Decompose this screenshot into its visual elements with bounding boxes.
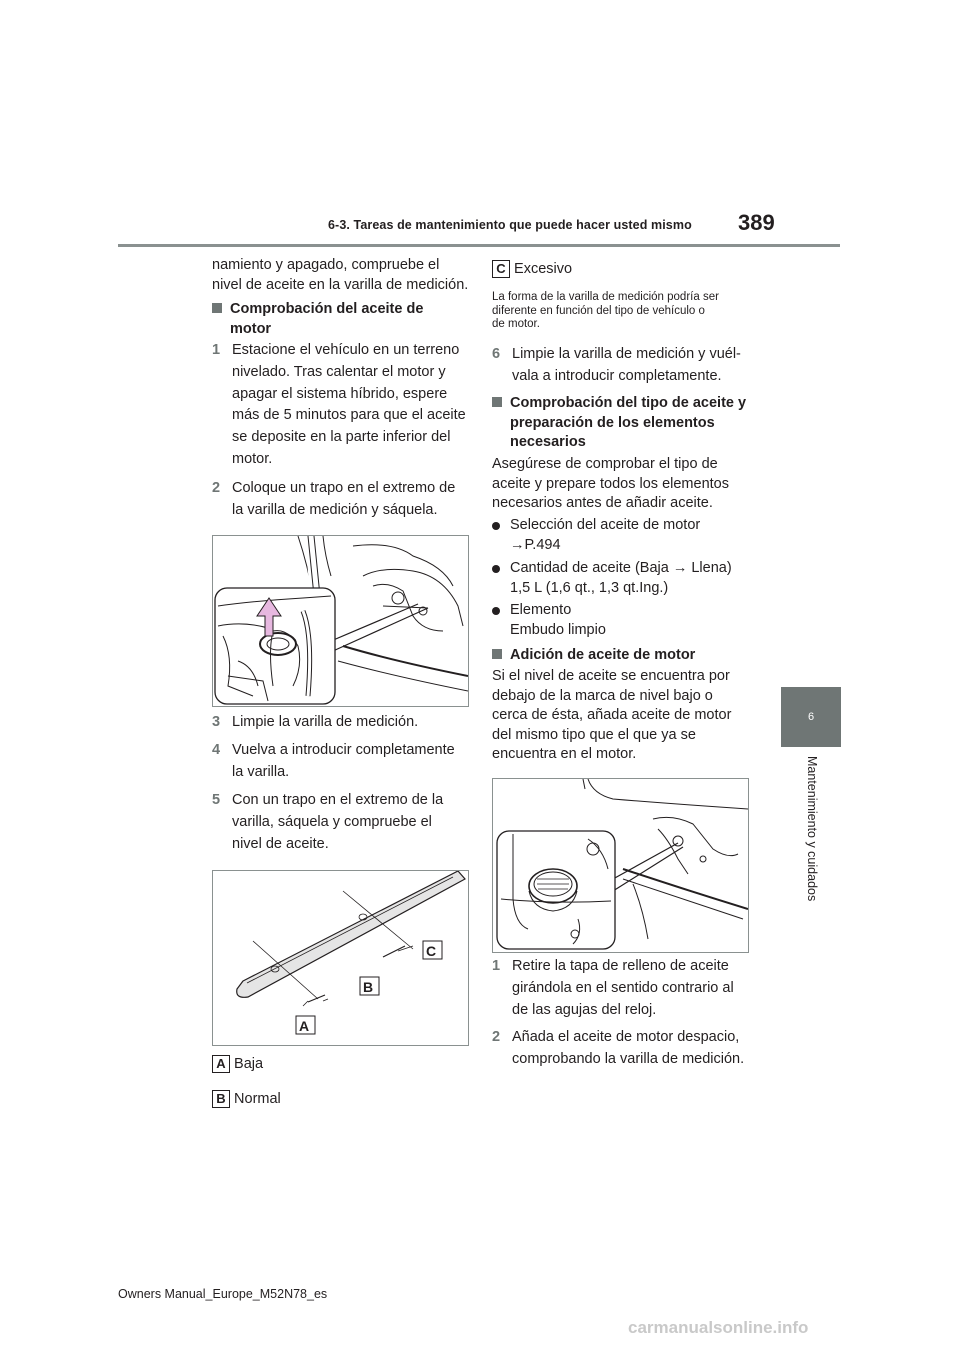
heading-line: Comprobación del aceite de [230, 301, 424, 317]
legend-text: Excesivo [514, 261, 573, 277]
bullet-icon [492, 607, 500, 615]
figure-dipstick-levels [212, 870, 469, 1046]
step-number: 5 [212, 792, 221, 808]
footer-manual-id: Owners Manual_Europe_M52N78_es [118, 1287, 328, 1301]
section-heading-check-oil [212, 300, 423, 339]
dipstick-label-c: C [426, 943, 437, 959]
step-c-2 [492, 1027, 757, 1073]
step-line: Retire la tapa de relleno de aceite [512, 958, 729, 974]
section-title: 6-3. Tareas de mantenimiento que puede hacer usted mismo [328, 218, 692, 232]
step-2 [212, 478, 472, 524]
step-number: 3 [212, 714, 221, 730]
section2-text [492, 455, 729, 514]
step-line: vala a introducir completamente. [512, 367, 722, 384]
section3-text [492, 667, 731, 765]
text-line: Si el nivel de aceite se encuentra por [492, 668, 730, 684]
chapter-title: Mantenimiento y cuidados [805, 756, 819, 902]
step-line: Estacione el vehículo en un terreno [232, 342, 460, 358]
section-square-icon [492, 397, 502, 407]
step-4 [212, 740, 472, 786]
step-number: 1 [212, 342, 221, 358]
text-line: del mismo tipo que el que ya se [492, 726, 696, 743]
step-number: 6 [492, 346, 501, 362]
watermark: carmanualsonline.info [628, 1318, 809, 1337]
bullet-line: Elemento [510, 602, 572, 618]
bullet-icon [492, 522, 500, 530]
oil-cap-illustration [493, 779, 748, 952]
step-c-1 [492, 956, 757, 1024]
page-number: 389 [738, 210, 775, 235]
dipstick-label-b: B [363, 979, 374, 995]
intro-line: namiento y apagado, compruebe el [212, 257, 440, 273]
bullet-oil-selection [492, 516, 757, 556]
step-line: girándola en el sentido contrario al [512, 979, 734, 996]
section-heading-oil-type [492, 394, 746, 453]
heading-line: motor [230, 320, 272, 337]
step-number: 2 [492, 1029, 501, 1045]
legend-text: Normal [234, 1091, 281, 1107]
heading-line: necesarios [510, 434, 586, 450]
heading-line: Adición de aceite de motor [510, 647, 696, 663]
text-line: aceite y prepare todos los elementos [492, 475, 729, 492]
step-line: de las agujas del reloj. [512, 1001, 657, 1018]
step-line: Con un trapo en el extremo de la [232, 792, 444, 808]
chapter-side-label [782, 756, 840, 902]
step-line: la varilla. [232, 763, 290, 780]
legend-b [212, 1090, 281, 1110]
chapter-tab: 6 [781, 687, 841, 747]
section-square-icon [492, 649, 502, 659]
step-line: nivelado. Tras calentar el motor y [232, 363, 446, 380]
step-line: motor. [232, 450, 273, 467]
figure-dipstick-removal [212, 535, 469, 707]
step-line: más de 5 minutos para que el aceite [232, 407, 466, 424]
bullet-item [492, 601, 757, 641]
step-line: varilla, sáquela y compruebe el [232, 813, 432, 830]
text-line: cerca de ésta, añada aceite de motor [492, 707, 732, 723]
step-5 [212, 790, 472, 858]
step-line: Vuelva a introducir completamente [232, 742, 455, 758]
dipstick-label-a: A [299, 1018, 310, 1034]
legend-letter: C [492, 260, 510, 278]
intro-line: nivel de aceite en la varilla de medición. [212, 276, 469, 293]
note-line: diferente en función del tipo de vehículo o [492, 304, 705, 317]
header-rule [118, 244, 840, 247]
page-reference-link[interactable]: →P.494 [510, 536, 561, 553]
bullet-oil-quantity [492, 559, 757, 599]
step-line: Añada el aceite de motor despacio, [512, 1029, 740, 1045]
step-number: 1 [492, 958, 501, 974]
intro-text [212, 256, 468, 295]
step-6 [492, 344, 757, 390]
text-line: necesarios antes de añadir aceite. [492, 495, 713, 511]
legend-c [492, 260, 572, 280]
bullet-line: Cantidad de aceite (Baja → Llena) [510, 560, 732, 576]
legend-text: Baja [234, 1056, 264, 1072]
step-line: Limpie la varilla de medición. [232, 714, 419, 730]
bullet-line: 1,5 L (1,6 qt., 1,3 qt.Ing.) [510, 579, 669, 596]
legend-a [212, 1055, 263, 1075]
text-line: debajo de la marca de nivel bajo o [492, 687, 713, 704]
step-line: apagar el sistema híbrido, espere [232, 385, 448, 402]
note-line: de motor. [492, 318, 540, 330]
bullet-icon [492, 565, 500, 573]
section-square-icon [212, 303, 222, 313]
note-line: La forma de la varilla de medición podría ser [492, 291, 719, 303]
legend-letter: A [212, 1055, 230, 1073]
dipstick-illustration [213, 871, 468, 1045]
text-line: encuentra en el motor. [492, 746, 637, 762]
step-3 [212, 712, 472, 736]
legend-letter: B [212, 1090, 230, 1108]
text-line: Asegúrese de comprobar el tipo de [492, 456, 718, 472]
bullet-line: Embudo limpio [510, 621, 606, 638]
heading-line: Comprobación del tipo de aceite y [510, 395, 747, 411]
step-line: se deposite en la parte inferior del [232, 429, 451, 446]
step-number: 4 [212, 742, 221, 758]
figure-oil-filler-cap [492, 778, 749, 953]
step-line: comprobando la varilla de medición. [512, 1050, 745, 1067]
step-1 [212, 340, 472, 475]
engine-bay-illustration [213, 536, 468, 706]
step-number: 2 [212, 480, 221, 496]
heading-line: preparación de los elementos [510, 414, 715, 431]
step-line: nivel de aceite. [232, 835, 329, 852]
step-line: la varilla de medición y sáquela. [232, 501, 438, 518]
bullet-line: Selección del aceite de motor [510, 517, 701, 533]
step-line: Limpie la varilla de medición y vuél- [512, 346, 741, 362]
note-text [492, 291, 719, 332]
section-heading-add-oil [492, 646, 695, 666]
step-line: Coloque un trapo en el extremo de [232, 480, 456, 496]
